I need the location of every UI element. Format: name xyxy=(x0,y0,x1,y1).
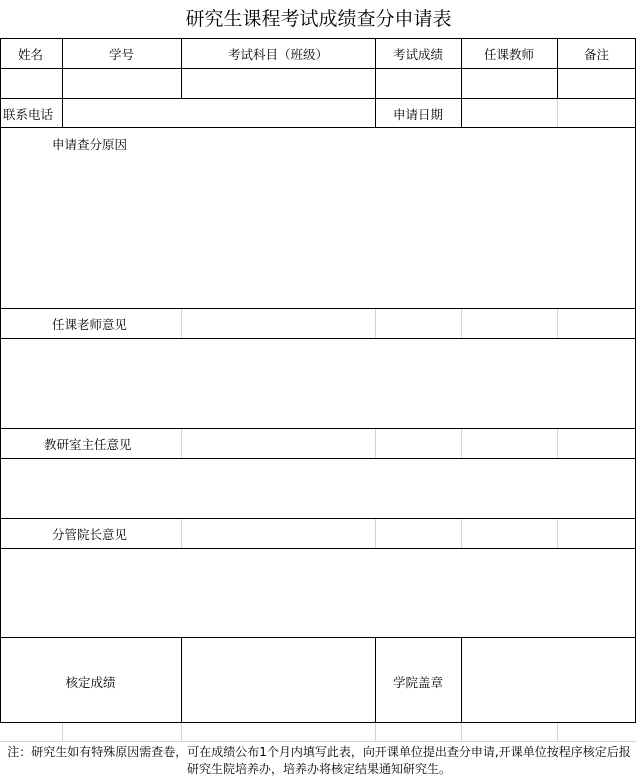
footnote: 注：研究生如有特殊原因需查卷，可在成绩公布1个月内填写此表，向开课单位提出查分申请,开课单位按程序核定后报研究生院培养办，培养办将核定结果通知研究生。 xyxy=(7,745,631,776)
college-seal-cell[interactable] xyxy=(462,638,635,722)
form-title: 研究生课程考试成绩查分申请表 xyxy=(185,8,452,30)
header-remark: 备注 xyxy=(583,47,609,62)
student-id-cell[interactable] xyxy=(63,69,181,98)
director-opinion-label: 教研室主任意见 xyxy=(44,437,132,452)
dean-opinion-label: 分管院长意见 xyxy=(52,527,128,542)
college-seal-label: 学院盖章 xyxy=(392,675,443,690)
reason-area[interactable] xyxy=(1,155,635,307)
director-opinion-area[interactable] xyxy=(1,459,635,518)
header-name: 姓名 xyxy=(18,47,44,62)
reason-label: 申请查分原因 xyxy=(52,137,128,152)
subject-cell[interactable] xyxy=(182,69,375,98)
final-score-label: 核定成绩 xyxy=(65,675,116,690)
phone-cell[interactable] xyxy=(63,99,375,127)
date-label: 申请日期 xyxy=(392,107,443,122)
remark-cell[interactable] xyxy=(558,69,635,98)
teacher-opinion-area[interactable] xyxy=(1,339,635,428)
teacher-opinion-label: 任课老师意见 xyxy=(52,317,128,332)
final-score-cell[interactable] xyxy=(182,638,375,722)
header-score: 考试成绩 xyxy=(392,47,443,62)
date-cell[interactable] xyxy=(462,99,635,127)
header-subject: 考试科目（班级） xyxy=(227,47,328,62)
header-teacher: 任课教师 xyxy=(483,47,534,62)
phone-label: 联系电话 xyxy=(3,107,54,122)
header-student-id: 学号 xyxy=(108,47,134,62)
name-cell[interactable] xyxy=(1,69,62,98)
score-cell[interactable] xyxy=(376,69,461,98)
dean-opinion-area[interactable] xyxy=(1,549,635,637)
teacher-cell[interactable] xyxy=(462,69,557,98)
